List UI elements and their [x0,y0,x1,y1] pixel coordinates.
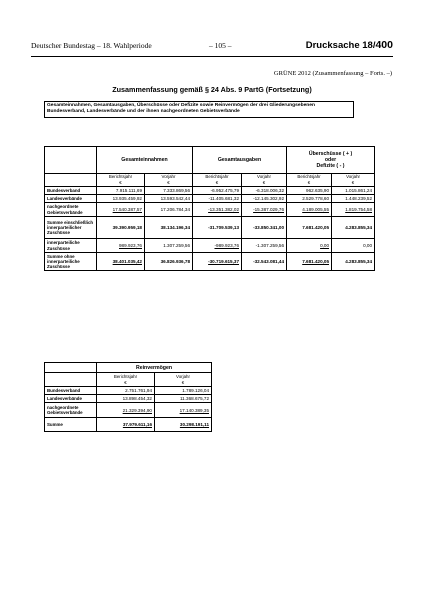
value-cell: 37.979.611,16 [97,418,155,432]
header-rule [31,56,393,57]
value-cell: 13.935.459,92 [97,195,145,203]
table-row [45,395,212,403]
currency-label: € [124,379,127,385]
value-cell: -6.952.475,79 [193,187,242,195]
value-cell: 38.134.196,34 [145,217,193,239]
value-cell: -989.923,76 [193,239,242,253]
value-cell: 0,00 [287,239,332,253]
description-box: Gesamteinnahmen, Gesamtausgaben, Überschüsse oder Defizite sowie Reinvermögen der drei Gliederungsebenen Bundesverband, Landesverbände und der ihnen nachgeordneten Gebietsverbände [44,101,354,118]
value-cell: -12.145.302,92 [242,195,287,203]
document-number-prefix: Drucksache 18/ [305,40,376,51]
table-row [45,403,212,418]
year-label: Vorjahr [176,373,190,379]
value-cell: 21.329.394,90 [97,403,155,418]
table-row [45,418,212,432]
currency-label: € [262,180,266,185]
year-label: Berichtsjahr [108,174,133,180]
net-assets-table [44,362,212,432]
document-number [306,39,393,51]
row-label: nachgeordnete Gebietsverbände [45,403,97,418]
value-cell: 0,00 [332,239,375,253]
year-header [332,174,375,187]
row-label: Bundesverband [45,387,97,395]
year-header [97,174,145,187]
value-cell: -32.543.081,44 [242,253,287,271]
value-cell: 30.298.191,11 [155,418,212,432]
group-header-income: Gesamteinnahmen [97,147,193,174]
value-cell: -15.387.029,76 [242,203,287,217]
row-label: nachgeordnete Gebietsverbände [45,203,97,217]
value-cell: -11.405.681,32 [193,195,242,203]
table-row [45,387,212,395]
value-cell: 7.681.420,05 [287,217,332,239]
value-cell: 17.206.784,34 [145,203,193,217]
value-cell: 1.819.754,58 [332,203,375,217]
currency-label: € [215,180,219,185]
document-number-suffix: 400 [375,39,393,51]
value-cell: -6.318.006,32 [242,187,287,195]
row-label: Landesverbände [45,195,97,203]
table-row [45,195,375,203]
value-cell: 2.751.761,94 [97,387,155,395]
value-cell: 38.401.035,42 [97,253,145,271]
value-cell: 7.681.420,05 [287,253,332,271]
value-cell: 1.015.861,24 [332,187,375,195]
year-label: Vorjahr [257,174,271,180]
value-cell: -33.850.341,00 [242,217,287,239]
currency-label: € [307,180,311,185]
row-label: Summe [45,418,97,432]
corner-cell [45,363,97,373]
value-cell: 4.189.005,55 [287,203,332,217]
value-cell: 17.140.389,35 [155,403,212,418]
value-cell: 1.789.126,04 [155,387,212,395]
value-cell: 36.826.936,78 [145,253,193,271]
year-label: Berichtsjahr [297,174,321,180]
table-row [45,187,375,195]
group-header-net-assets: Reinvermögen [97,363,212,373]
value-cell: -1.307.259,56 [242,239,287,253]
value-cell: 4.283.855,34 [332,253,375,271]
corner-cell [45,147,97,174]
value-cell: -30.719.615,37 [193,253,242,271]
year-label: Berichtsjahr [113,373,138,379]
year-header [145,174,193,187]
row-label: Bundesverband [45,187,97,195]
value-cell: -31.709.539,13 [193,217,242,239]
year-label: Vorjahr [346,174,360,180]
corner-cell [45,174,97,187]
page-number: – 105 – [209,41,232,50]
value-cell: 7.915.111,69 [97,187,145,195]
value-cell: 13.898.454,32 [97,395,155,403]
value-cell: 39.390.959,18 [97,217,145,239]
corner-cell [45,373,97,387]
currency-label: € [119,180,122,185]
section-title: Zusammenfassung gemäß § 24 Abs. 9 PartG (Fortsetzung) [112,85,312,94]
currency-label: € [167,180,170,185]
row-label: innerparteiliche Zuschüsse [45,239,97,253]
currency-label: € [351,180,355,185]
value-cell: -13.351.382,02 [193,203,242,217]
value-cell: 4.283.855,34 [332,217,375,239]
page-header [31,41,393,55]
row-label: Summe ohne innerparteiliche Zuschüsse [45,253,97,271]
row-label: Summe einschließlich innerparteilicher Zuschüsse [45,217,97,239]
value-cell: 1.448.239,52 [332,195,375,203]
summary-table [44,146,375,271]
value-cell: 1.307.259,56 [145,239,193,253]
year-label: Berichtsjahr [205,174,229,180]
table-row [45,239,375,253]
value-cell: 2.529.778,60 [287,195,332,203]
year-label: Vorjahr [161,174,176,180]
group-header-expenses: Gesamtausgaben [193,147,287,174]
value-cell: 17.540.387,57 [97,203,145,217]
row-label: Landesverbände [45,395,97,403]
value-cell: 11.368.675,72 [155,395,212,403]
year-header [155,373,212,387]
table-row [45,203,375,217]
table-row [45,253,375,271]
table-row [45,217,375,239]
year-header [287,174,332,187]
continuation-note: GRÜNE 2012 (Zusammenfassung – Forts. –) [273,70,392,77]
group-header-surplus: Überschüsse ( + ) oder Defizite ( - ) [287,147,375,174]
value-cell: 13.593.542,44 [145,195,193,203]
year-header [242,174,287,187]
value-cell: 989.923,76 [97,239,145,253]
value-cell: 7.333.869,56 [145,187,193,195]
value-cell: 962.635,90 [287,187,332,195]
year-header [193,174,242,187]
header-left: Deutscher Bundestag – 18. Wahlperiode [31,41,152,50]
year-header [97,373,155,387]
currency-label: € [181,379,185,385]
